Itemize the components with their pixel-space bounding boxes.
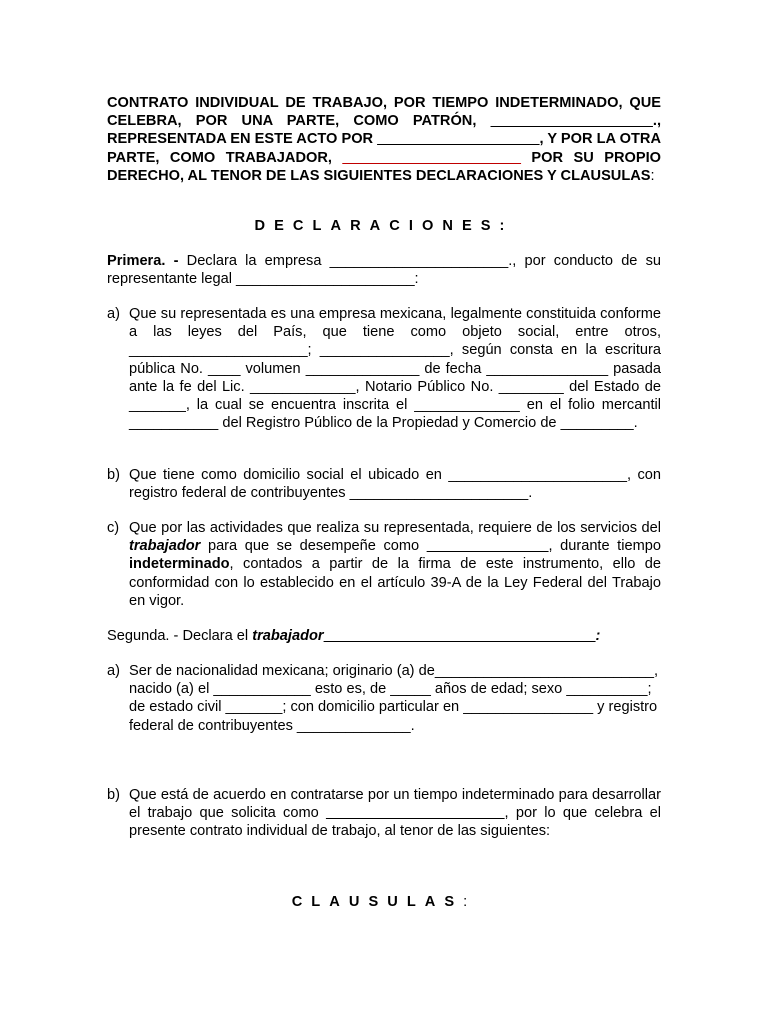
list-marker: b) xyxy=(107,467,120,483)
position-blank: _______________ xyxy=(426,538,549,555)
contract-title xyxy=(107,94,661,185)
title-text: , Y POR LA OTRA PARTE, COMO TRABAJADOR, xyxy=(107,131,661,166)
list-item xyxy=(107,305,661,432)
list-item-text: Que su representada es una empresa mexicana, legalmente constituida conforme a las leyes del País, que tiene como objeto social, entre otros, ______________________; ________________, según consta en la escritura pública No. ____ volumen ______________ de fecha _______________ pasada ante la fe del Lic. _____________, Notario Público No. ________ del Estado de _______, la cual se encuentra inscrita el _____________ en el folio mercantil ___________ del Registro Público de la Propiedad y Comercio de _________. xyxy=(129,306,661,432)
list-item xyxy=(107,786,661,841)
list-item-text: Ser de nacionalidad mexicana; originario (a) de___________________________, nacido (a) el ____________ esto es, de _____ años de edad; sexo __________; de estado civil _______; con domicilio particular en ________________ y registro federal de contribuyentes ______________. xyxy=(129,663,659,734)
list-marker: c) xyxy=(107,520,120,536)
list-item-text xyxy=(129,786,661,841)
segunda-declaration xyxy=(107,627,661,645)
text: , por lo que celebra el presente contrato individual de trabajo, al tenor de las siguientes: xyxy=(129,805,661,840)
list-marker: a) xyxy=(107,306,120,322)
text: Segunda. - Declara el xyxy=(107,628,253,644)
list-item xyxy=(107,466,661,502)
list-marker: a) xyxy=(107,663,120,679)
text: Que por las actividades que realiza su representada, requiere de los servicios del xyxy=(129,520,661,536)
text: para que se desempeñe como xyxy=(200,538,427,555)
worker-name-blank: _________________________________ xyxy=(323,628,596,644)
title-text: POR SU PROPIO DERECHO, AL TENOR DE LAS SIGUIENTES DECLARACIONES Y CLAUSULAS xyxy=(107,149,661,184)
primera-text: ., por conducto de su representante legal ______________________: xyxy=(107,253,662,288)
list-item xyxy=(107,662,661,735)
list-item-text xyxy=(129,519,661,610)
representative-blank: ____________________ xyxy=(377,131,540,148)
trabajador-term: trabajador xyxy=(252,628,324,644)
primera-label: Primera. - xyxy=(107,253,179,269)
worker-blank: ______________________ xyxy=(342,149,521,166)
clausulas-heading xyxy=(0,893,768,911)
declaraciones-heading: DECLARACIONES: xyxy=(254,218,514,234)
indeterminado-term: indeterminado xyxy=(129,556,230,573)
title-colon: : xyxy=(650,167,655,184)
text: , contados a partir de la firma de este instrumento, ello de conformidad con lo establecido en el artículo 39-A de la Ley Federal del Trabajo en vigor. xyxy=(129,556,661,609)
trabajador-term: trabajador xyxy=(129,538,201,555)
list-item-text: Que tiene como domicilio social el ubicado en ______________________, con registro federal de contribuyentes ______________________. xyxy=(129,467,661,502)
list-marker: b) xyxy=(107,787,120,803)
text: , durante tiempo xyxy=(548,538,661,555)
employer-blank: ____________________ xyxy=(490,113,653,130)
text: Que está de acuerdo en contratarse por un tiempo indeterminado para desarrollar el trabajo que solicita como xyxy=(129,787,661,822)
clausulas-text: CLAUSULAS xyxy=(291,894,464,910)
list-item xyxy=(107,519,661,610)
title-text: ., xyxy=(652,113,661,130)
job-blank: ______________________ xyxy=(325,805,505,822)
title-text: REPRESENTADA EN ESTE ACTO POR xyxy=(107,131,378,148)
title-text: CONTRATO INDIVIDUAL DE TRABAJO, POR TIEMPO INDETERMINADO, QUE CELEBRA, POR UNA PARTE, COMO PATRÓN, xyxy=(107,95,661,130)
primera-text: Declara la empresa ______________________ xyxy=(178,253,509,269)
clausulas-colon: : xyxy=(463,894,477,910)
text: : xyxy=(595,628,601,644)
primera-declaration xyxy=(107,252,661,288)
